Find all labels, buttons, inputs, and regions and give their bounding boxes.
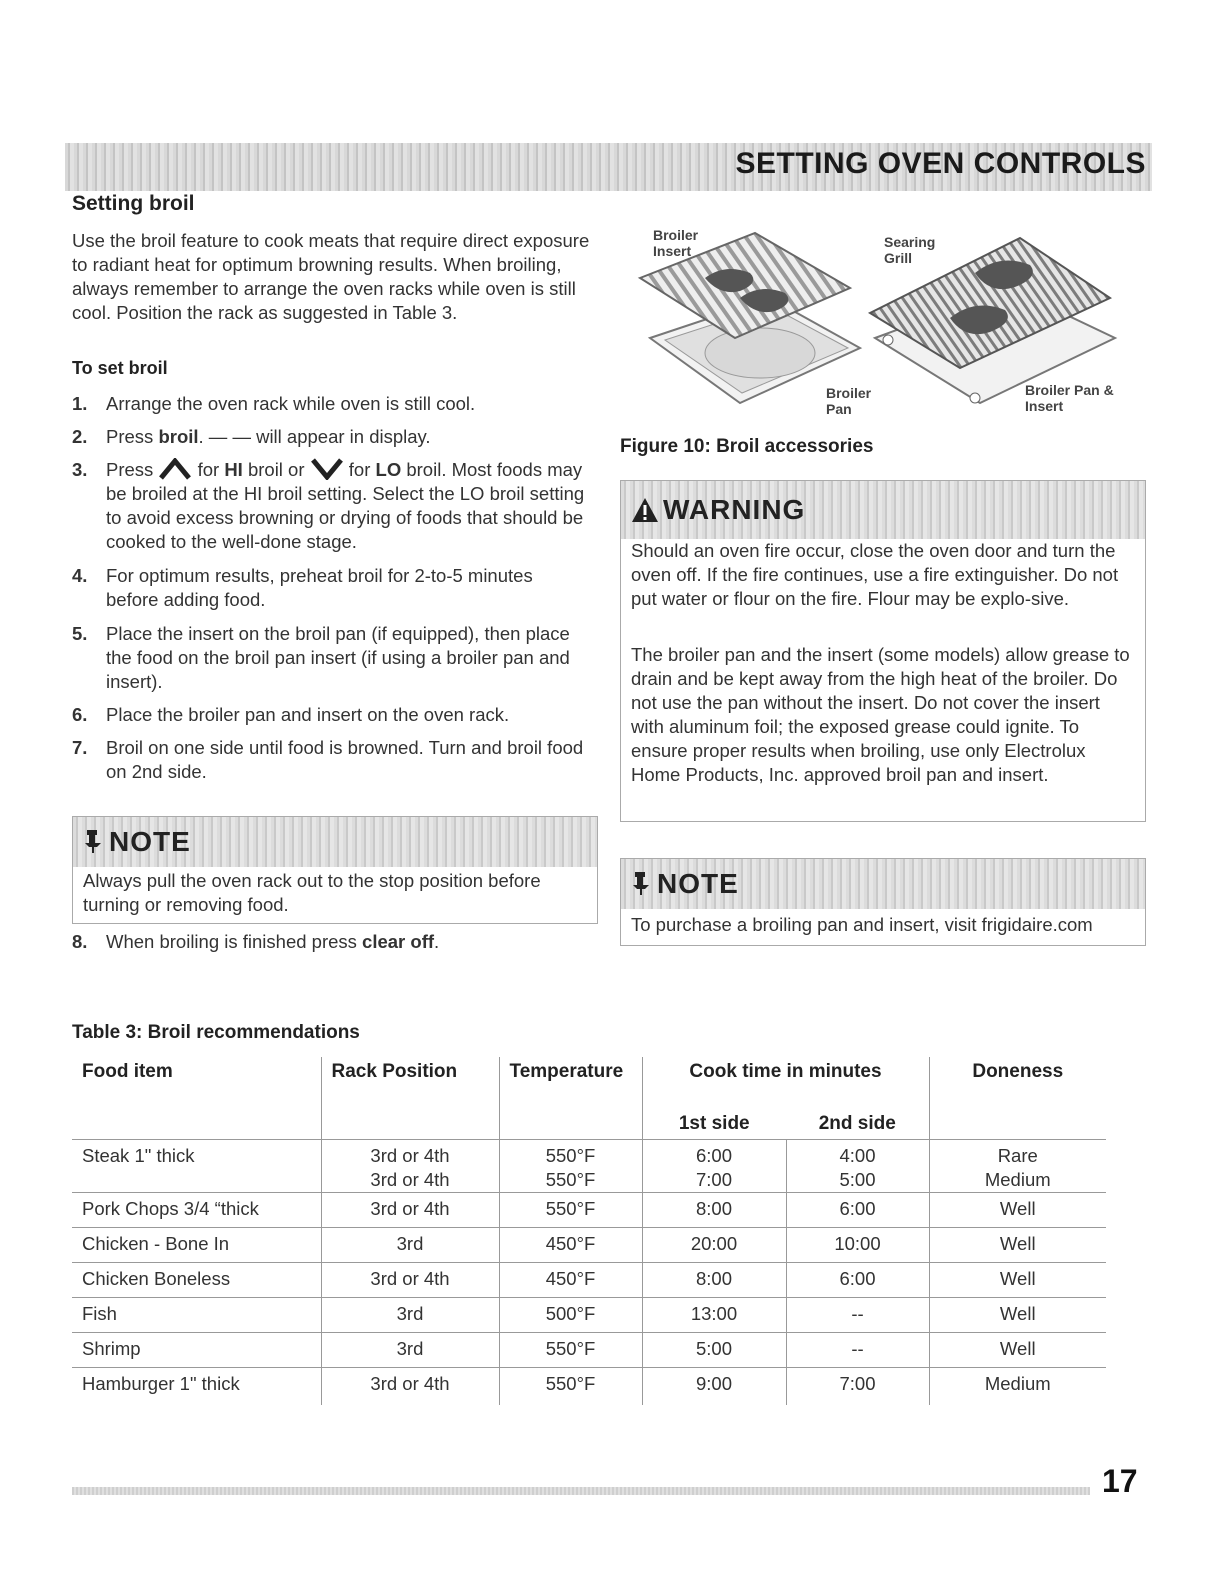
table-row: Fish 3rd 500°F 13:00 -- Well xyxy=(72,1298,1106,1333)
warning-paragraph-1: Should an oven fire occur, close the oven door and turn the oven off. If the fire continues, use a fire extinguisher. Do not put water or flour on the fire. Flour may be explo-sive. xyxy=(631,540,1119,609)
broil-recommendations-table xyxy=(72,1057,1106,1405)
warning-paragraph-2: The broiler pan and the insert (some models) allow grease to drain and be kept away from the high heat of the broiler. Do not use the pan without the insert. Do not cover the insert with aluminum foil; the exposed grease could ignite. To ensure proper results when broiling, use only Electrolux Home Products, Inc. approved broil pan and insert. xyxy=(631,644,1130,785)
down-arrow-icon xyxy=(310,458,344,480)
header-food-item: Food item xyxy=(72,1057,321,1140)
table-header-row xyxy=(72,1057,1106,1113)
warning-triangle-icon xyxy=(631,497,659,523)
label-broiler-insert: Broiler Insert xyxy=(653,227,699,259)
step-2: 2. Press broil. — — will appear in display. xyxy=(72,426,431,447)
header-rack-position: Rack Position xyxy=(321,1057,499,1140)
note-label: NOTE xyxy=(109,826,191,857)
page-number: 17 xyxy=(1102,1463,1138,1499)
up-arrow-icon xyxy=(158,458,192,480)
intro-paragraph: Use the broil feature to cook meats that require direct exposure to radiant heat for optimum browning results. When broiling, always remember to arrange the oven racks while oven is still cool. Position the rack as suggested in Table 3. xyxy=(72,230,590,323)
table-row: Pork Chops 3/4 “thick 3rd or 4th 550°F 8:00 6:00 Well xyxy=(72,1193,1106,1228)
table-caption: Table 3: Broil recommendations xyxy=(72,1022,360,1043)
step-5: 5. Place the insert on the broil pan (if equipped), then place the food on the broil pan insert (if using a broiler pan and insert). xyxy=(72,623,570,692)
section-title: Setting broil xyxy=(72,192,195,215)
footer-bar xyxy=(72,1487,1090,1495)
table-row: Chicken - Bone In 3rd 450°F 20:00 10:00 Well xyxy=(72,1228,1106,1263)
note-box-right xyxy=(620,858,1146,946)
header-cook-time: Cook time in minutes xyxy=(642,1057,929,1113)
pushpin-icon xyxy=(633,871,651,895)
step-4: 4. For optimum results, preheat broil for 2-to-5 minutes before adding food. xyxy=(72,565,533,610)
broil-table-wrapper xyxy=(72,1057,1106,1405)
step-7: 7. Broil on one side until food is browned. Turn and broil food on 2nd side. xyxy=(72,737,584,782)
figure-caption: Figure 10: Broil accessories xyxy=(620,436,874,457)
table-row: Steak 1" thick 3rd or 4th 3rd or 4th 550°F 550°F 6:00 7:00 4:00 5:00 Rare Medium xyxy=(72,1140,1106,1193)
label-broiler-pan-insert: Broiler Pan & Insert xyxy=(1025,382,1114,414)
step-6: 6. Place the broiler pan and insert on the oven rack. xyxy=(72,704,510,725)
table-row: Chicken Boneless 3rd or 4th 450°F 8:00 6:00 Well xyxy=(72,1263,1106,1298)
warning-label: WARNING xyxy=(663,494,806,525)
label-searing-grill: Searing Grill xyxy=(884,234,936,266)
table-row: Hamburger 1" thick 3rd or 4th 550°F 9:00 7:00 Medium xyxy=(72,1368,1106,1405)
table-row: Shrimp 3rd 550°F 5:00 -- Well xyxy=(72,1333,1106,1368)
note-label: NOTE xyxy=(657,868,739,899)
header-doneness: Doneness xyxy=(929,1057,1106,1140)
header-2nd-side: 2nd side xyxy=(786,1113,929,1140)
header-title: SETTING OVEN CONTROLS xyxy=(735,147,1146,180)
step-3: 3. Press for HI broil or for LO broil. Most foods may be broiled at the HI broil setting. Select the LO broil setting to avoid excess browning or drying of foods that should be cooked to the well-done stage. xyxy=(72,459,585,552)
note-text: To purchase a broiling pan and insert, visit frigidaire.com xyxy=(631,914,1093,935)
note-text: Always pull the oven rack out to the stop position before turning or removing food. xyxy=(83,870,541,915)
pushpin-icon xyxy=(85,829,103,853)
sub-heading: To set broil xyxy=(72,358,168,378)
section-header-bar xyxy=(65,143,1152,191)
warning-box xyxy=(620,480,1146,822)
step-8: 8. When broiling is finished press clear off. xyxy=(72,931,440,952)
note-box-left xyxy=(72,816,598,924)
header-1st-side: 1st side xyxy=(642,1113,786,1140)
label-broiler-pan: Broiler Pan xyxy=(826,385,872,417)
step-1: 1. Arrange the oven rack while oven is still cool. xyxy=(72,393,476,414)
header-temperature: Temperature xyxy=(499,1057,642,1140)
